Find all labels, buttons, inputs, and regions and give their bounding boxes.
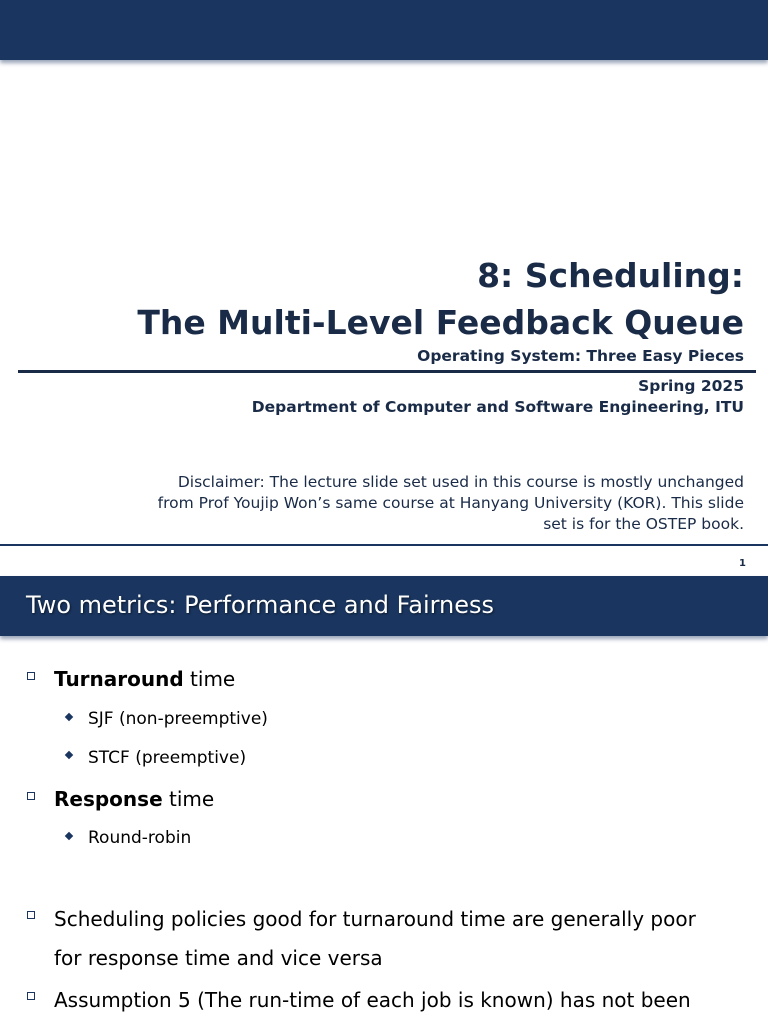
disclaimer-line: set is for the OSTEP book. [543, 515, 744, 533]
diamond-bullet-icon [65, 713, 73, 721]
bullet-rest-text: time [183, 667, 236, 691]
slide2-title: Two metrics: Performance and Fairness [26, 591, 495, 619]
term-label: Spring 2025 [638, 377, 744, 395]
bullet-response [54, 787, 214, 811]
slide-separator [0, 544, 768, 546]
book-subtitle: Operating System: Three Easy Pieces [417, 347, 744, 365]
sub-bullet-sjf: SJF (non-preemptive) [88, 709, 268, 729]
slide1-header-bar [0, 0, 768, 60]
bullet-rest-text: time [162, 787, 215, 811]
paragraph-line: Scheduling policies good for turnaround time are generally poor [54, 907, 696, 931]
slide-title-line1: 8: Scheduling: [477, 256, 744, 295]
hollow-square-bullet-icon [27, 792, 35, 800]
bullet-bold-term: Turnaround [54, 667, 184, 691]
bullet-bold-term: Response [54, 787, 163, 811]
disclaimer [64, 472, 744, 535]
disclaimer-line: Disclaimer: The lecture slide set used in this course is mostly unchanged [177, 473, 744, 491]
paragraph-line: Assumption 5 (The run-time of each job is known) has not been [54, 988, 691, 1012]
hollow-square-bullet-icon [27, 911, 35, 919]
hollow-square-bullet-icon [27, 672, 35, 680]
diamond-bullet-icon [65, 751, 73, 759]
department-label: Department of Computer and Software Engineering, ITU [251, 398, 744, 416]
slide-title-line2: The Multi-Level Feedback Queue [137, 303, 744, 342]
sub-bullet-stcf: STCF (preemptive) [88, 748, 247, 768]
disclaimer-line: from Prof Youjip Won’s same course at Hanyang University (KOR). This slide [157, 494, 744, 512]
paragraph-line: for response time and vice versa [54, 946, 383, 970]
page-number: 1 [739, 558, 746, 569]
diamond-bullet-icon [65, 832, 73, 840]
title-divider [18, 370, 756, 373]
bullet-turnaround [54, 667, 235, 691]
sub-bullet-round-robin: Round-robin [88, 828, 192, 848]
hollow-square-bullet-icon [27, 992, 35, 1000]
